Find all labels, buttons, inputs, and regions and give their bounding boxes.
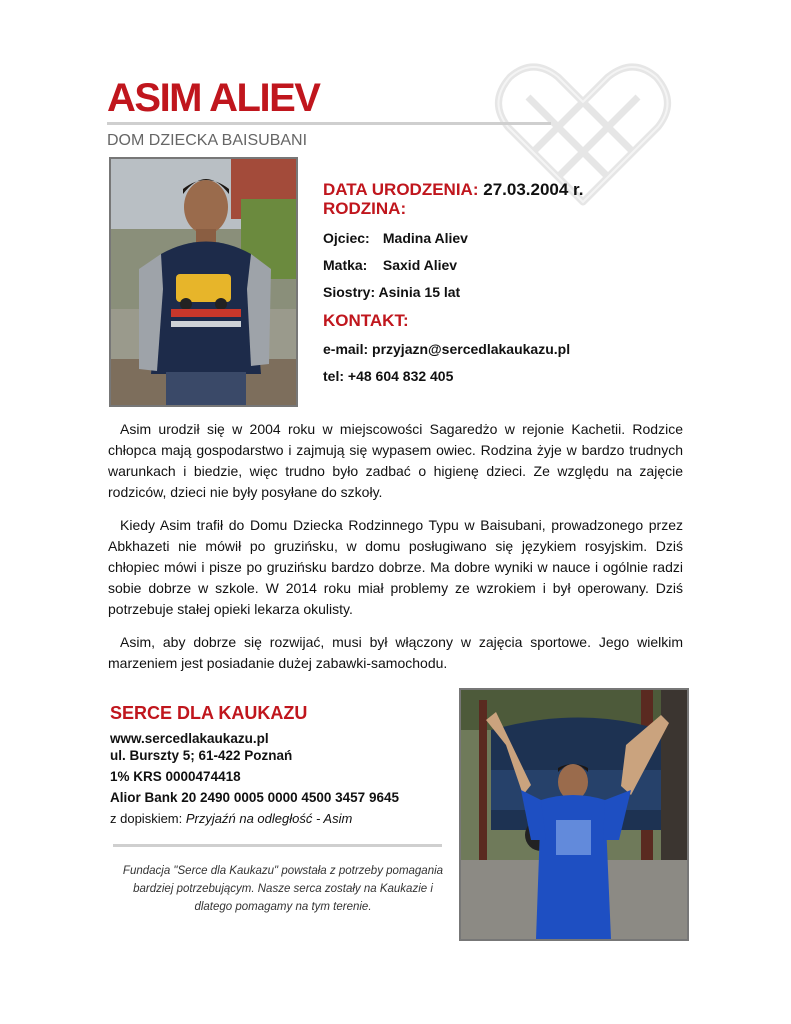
story-paragraph: Asim, aby dobrze się rozwijać, musi był włączony w zajęcia sportowe. Jego wielkim marzeniem jest posiadanie dużej zabawki-samochodu.: [108, 634, 683, 671]
child-arms-raised-photo: [459, 688, 689, 941]
email-label: e-mail:: [323, 341, 369, 357]
orphanage-subtitle: DOM DZIECKA BAISUBANI: [107, 132, 308, 149]
contact-heading: KONTAKT:: [323, 311, 409, 330]
child-name-title: ASIM ALIEV: [107, 76, 320, 120]
mother-row: [323, 256, 457, 274]
mother-label: Matka:: [323, 257, 368, 273]
sisters-row: [323, 283, 460, 301]
father-row: [323, 229, 468, 247]
phone-row: [323, 367, 453, 385]
organization-address: ul. Burszty 5; 61-422 Poznań: [110, 748, 293, 763]
sisters-label: Siostry:: [323, 284, 376, 300]
story-body: [108, 419, 683, 686]
organization-bank-account: Alior Bank 20 2490 0005 0000 4500 3457 9645: [110, 790, 399, 805]
email-value[interactable]: przyjazn@sercedlakaukazu.pl: [372, 341, 571, 357]
birth-date-value: 27.03.2004 r.: [483, 180, 584, 199]
transfer-note-prefix: z dopiskiem:: [110, 811, 183, 826]
sisters-value: Asinia 15 lat: [378, 284, 461, 300]
title-divider: [107, 122, 551, 125]
transfer-note-title: Przyjaźń na odległość - Asim: [185, 811, 353, 826]
email-row: [323, 340, 570, 358]
organization-divider: [113, 844, 442, 847]
mother-value: Saxid Aliev: [382, 257, 458, 273]
birth-date-label: DATA URODZENIA:: [323, 180, 479, 199]
foundation-footer-note: Fundacja "Serce dla Kaukazu" powstała z potrzeby pomagania bardziej potrzebującym. Nasze serca zostały na Kaukazie i dlatego pomagamy na tym terenie.: [122, 865, 444, 913]
birth-date-line: [323, 180, 583, 200]
story-paragraph: Asim urodził się w 2004 roku w miejscowości Sagaredżo w rejonie Kachetii. Rodzice chłopca mają gospodarstwo i zajmują się wypasem owiec. Rodzina żyje w bardzo trudnych warunkach i biedzie, więc trudno było zadbać o higienę dzieci. Ze względu na zajęcie rodziców, dzieci nie były posyłane do szkoły.: [108, 421, 683, 500]
story-paragraph: Kiedy Asim trafił do Domu Dziecka Rodzinnego Typu w Baisubani, prowadzonego przez Abkhazeti nie mówił po gruzińsku, w domu posługiwano się językiem rosyjskim. Dziś chłopiec mówi i pisze po gruzińsku bardzo dobrze. Ma dobre wyniki w nauce i ogólnie radzi sobie dobrze w szkole. W 2014 roku miał problemy ze wzrokiem i był operowany. Dziś potrzebuje stałej opieki lekarza okulisty.: [108, 517, 683, 617]
phone-label: tel:: [323, 368, 344, 384]
organization-heading: SERCE DLA KAUKAZU: [110, 703, 308, 723]
father-label: Ojciec:: [323, 230, 370, 246]
father-value: Madina Aliev: [382, 230, 468, 246]
transfer-note: [110, 810, 352, 828]
child-portrait-photo: [109, 157, 298, 407]
phone-value: +48 604 832 405: [347, 368, 454, 384]
organization-website[interactable]: www.sercedlakaukazu.pl: [110, 731, 269, 746]
family-heading: RODZINA:: [323, 199, 407, 218]
organization-krs: 1% KRS 0000474418: [110, 769, 241, 784]
